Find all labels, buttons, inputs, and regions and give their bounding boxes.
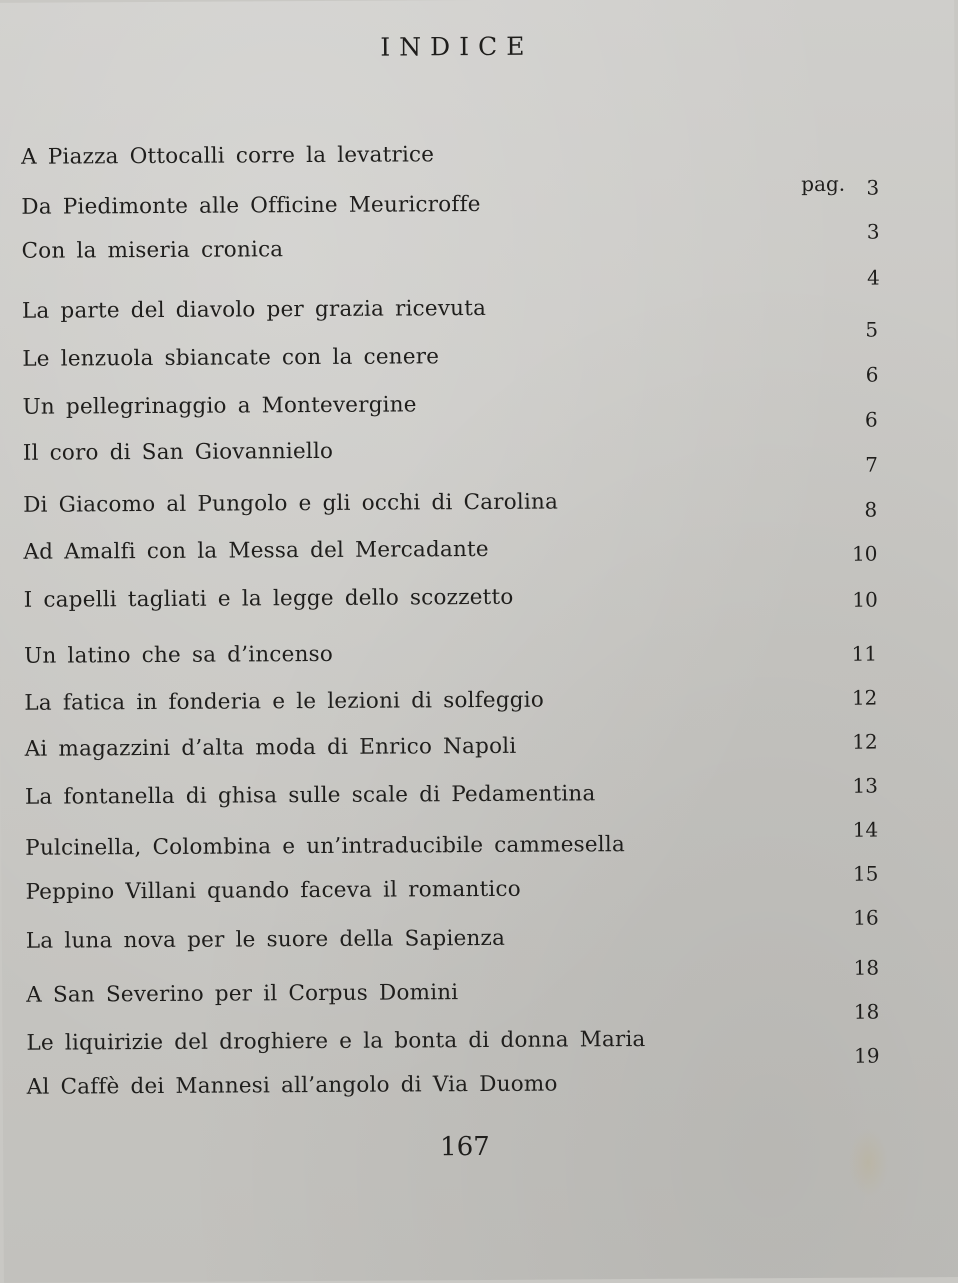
- page-number: 6: [864, 407, 878, 432]
- page-number: 12: [851, 685, 878, 710]
- page-number: 10: [852, 587, 878, 612]
- toc-entry: Un pellegrinaggio a Montevergine: [22, 392, 417, 420]
- page-number: 3: [866, 219, 880, 244]
- toc-entry: Al Caffè dei Mannesi all’angolo di Via Duomo: [26, 1071, 558, 1100]
- page-number: 19: [854, 1043, 880, 1068]
- page-number: 13: [852, 773, 878, 798]
- toc-entry: La fontanella di ghisa sulle scale di Pedamentina: [24, 781, 596, 810]
- toc-entry: I capelli tagliati e la legge dello scozzetto: [23, 584, 514, 613]
- page-number: 15: [852, 861, 879, 886]
- toc-entry: Ai magazzini d’alta moda di Enrico Napoli: [24, 733, 517, 762]
- page-abbrev-label: pag.: [801, 171, 846, 197]
- page-number: 18: [853, 999, 880, 1024]
- toc-entry: Pulcinella, Colombina e un’intraducibile cammesella: [25, 832, 626, 861]
- page-number: 6: [865, 362, 879, 387]
- page-number: 4: [866, 265, 880, 290]
- page-number: 14: [852, 817, 879, 842]
- toc-entry: A San Severino per il Corpus Domini: [26, 980, 459, 1008]
- toc-entry: Peppino Villani quando faceva il romantico: [25, 876, 521, 905]
- toc-entry: Un latino che sa d’incenso: [24, 641, 334, 669]
- toc-entry: A Piazza Ottocalli corre la levatrice: [20, 142, 435, 170]
- page-number: 8: [864, 497, 878, 522]
- page-number: 12: [852, 729, 878, 754]
- page-number: 5: [865, 317, 879, 342]
- page-number: 3: [866, 175, 880, 200]
- paper-stain: [848, 1128, 888, 1198]
- toc-entry: Il coro di San Giovanniello: [22, 438, 334, 466]
- toc-entry: La luna nova per le suore della Sapienza: [25, 925, 506, 954]
- folio-page-number: 167: [440, 1131, 490, 1163]
- page-number: 11: [851, 641, 878, 666]
- toc-entry: Con la miseria cronica: [21, 237, 284, 264]
- toc-entry: Da Piedimonte alle Officine Meuricroffe: [21, 191, 481, 220]
- toc-entry: La fatica in fonderia e le lezioni di solfeggio: [24, 687, 545, 716]
- toc-entry: La parte del diavolo per grazia ricevuta: [21, 295, 487, 324]
- index-heading: INDICE: [380, 31, 534, 62]
- page-number: 18: [853, 955, 880, 980]
- page-number: 7: [865, 452, 879, 477]
- toc-entry: Ad Amalfi con la Messa del Mercadante: [23, 536, 489, 565]
- toc-entry: Di Giacomo al Pungolo e gli occhi di Carolina: [23, 489, 559, 518]
- page-number: 16: [853, 905, 879, 930]
- toc-entry: Le lenzuola sbiancate con la cenere: [22, 344, 440, 372]
- toc-entry: Le liquirizie del droghiere e la bonta di donna Maria: [26, 1026, 646, 1056]
- page-number: 10: [851, 541, 878, 566]
